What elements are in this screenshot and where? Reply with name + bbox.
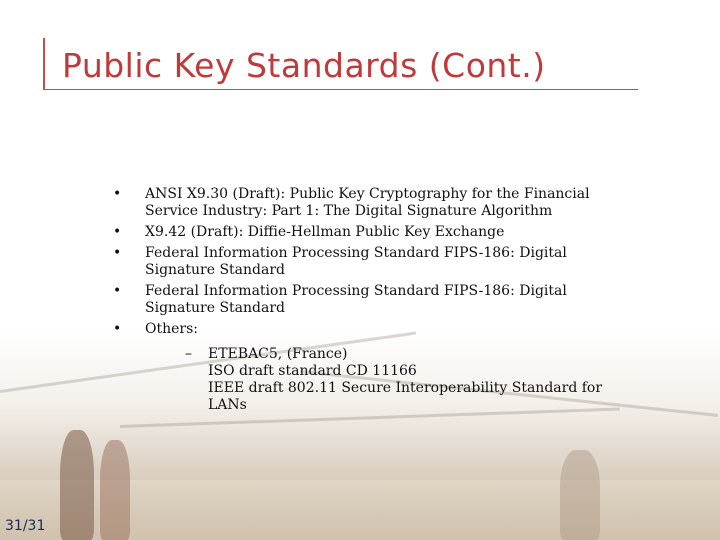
sub-item-text: ETEBAC5, (France) bbox=[208, 346, 348, 362]
bullet-list bbox=[112, 186, 632, 414]
bullet-icon: • bbox=[113, 245, 122, 261]
bullet-icon: • bbox=[113, 186, 122, 202]
sub-list bbox=[145, 346, 632, 414]
bullet-text: Others: bbox=[145, 321, 198, 337]
dash-icon: – bbox=[185, 346, 192, 362]
bullet-item bbox=[112, 283, 632, 317]
bullet-item bbox=[112, 245, 632, 279]
bullet-item bbox=[112, 224, 632, 241]
slide-body bbox=[112, 186, 632, 418]
bullet-icon: • bbox=[113, 224, 122, 240]
title-accent-bar bbox=[43, 38, 45, 90]
bullet-item bbox=[112, 186, 632, 220]
sub-item bbox=[145, 346, 632, 414]
bullet-text: Federal Information Processing Standard FIPS-186: Digital Signature Standard bbox=[145, 245, 567, 278]
sub-item-text: ISO draft standard CD 11166 bbox=[208, 363, 417, 379]
bullet-text: X9.42 (Draft): Diffie-Hellman Public Key Exchange bbox=[145, 224, 505, 240]
bullet-item bbox=[112, 321, 632, 414]
bullet-text: Federal Information Processing Standard FIPS-186: Digital Signature Standard bbox=[145, 283, 567, 316]
bullet-icon: • bbox=[113, 283, 122, 299]
sub-item-text: IEEE draft 802.11 Secure Interoperability Standard for LANs bbox=[208, 380, 603, 413]
bullet-text: ANSI X9.30 (Draft): Public Key Cryptography for the Financial Service Industry: Part 1: The Digital Signature Algorithm bbox=[145, 186, 590, 219]
slide-number: 31/31 bbox=[5, 518, 46, 534]
slide-title: Public Key Standards (Cont.) bbox=[62, 46, 546, 85]
title-underline bbox=[43, 89, 638, 90]
bullet-icon: • bbox=[113, 321, 122, 337]
